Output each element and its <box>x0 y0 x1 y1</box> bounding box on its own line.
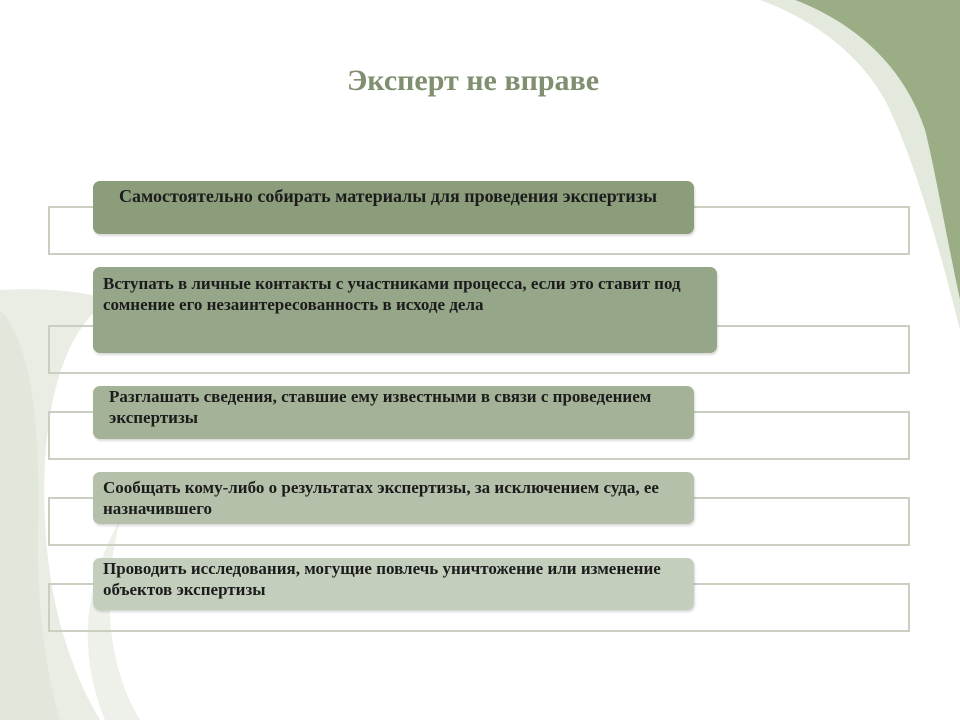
slide-title: Эксперт не вправе <box>346 64 600 97</box>
list-item: Самостоятельно собирать материалы для проведения экспертизы <box>93 181 694 234</box>
list-item: Проводить исследования, могущие повлечь уничтожение или изменение объектов экспертизы <box>93 558 694 610</box>
list-item: Вступать в личные контакты с участниками процесса, если это ставит под сомнение его незаинтересованность в исходе дела <box>93 267 717 353</box>
list-item: Сообщать кому-либо о результатах экспертизы, за исключением суда, ее назначившего <box>93 472 694 524</box>
list-item: Разглашать сведения, ставшие ему известными в связи с проведением экспертизы <box>93 386 694 439</box>
